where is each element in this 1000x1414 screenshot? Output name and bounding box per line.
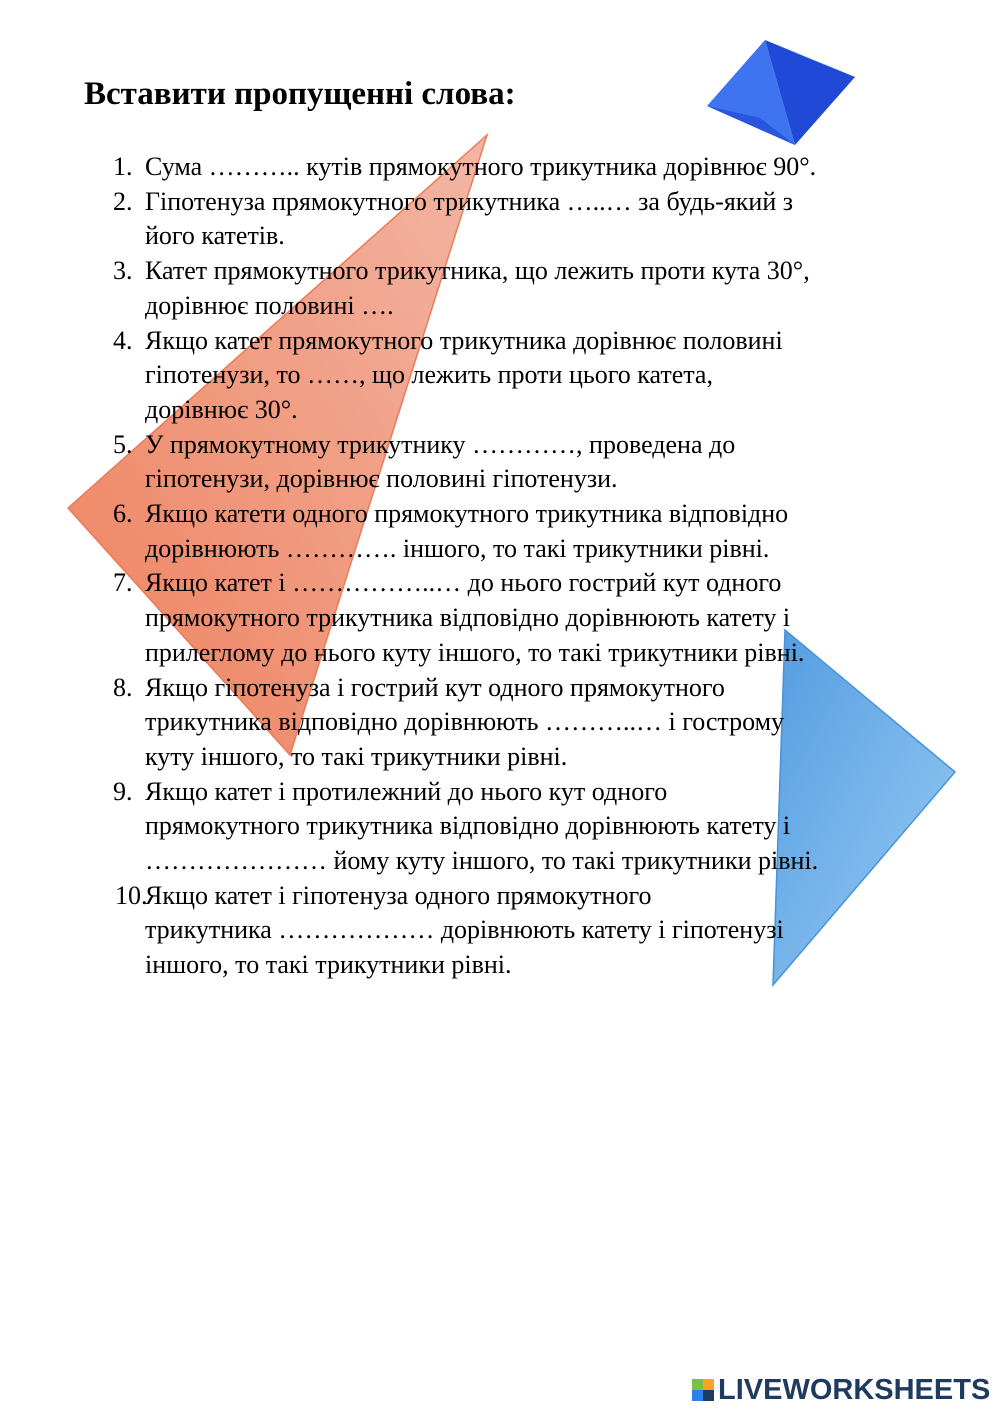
- task-list: [0, 150, 1000, 983]
- brand-text: LIVEWORKSHEETS: [718, 1373, 991, 1406]
- item-number: 10.: [115, 880, 148, 910]
- item-text: Катет прямокутного трикутника, що лежить проти кута 30°, дорівнює половині ….: [145, 256, 810, 320]
- logo-cell: [692, 1390, 703, 1401]
- task-item-1: [0, 150, 935, 185]
- task-item-2: [0, 185, 935, 254]
- item-text: Якщо катет і протилежний до нього кут одного прямокутного трикутника відповідно дорівнюють катету і ………………… йому куту іншого, то такі трикутники рівні.: [145, 776, 819, 876]
- item-number: 9.: [113, 776, 133, 806]
- task-item-10: [0, 879, 935, 983]
- item-number: 6.: [113, 499, 133, 529]
- brand-logo-icon: [692, 1379, 714, 1401]
- logo-cell: [703, 1379, 714, 1390]
- task-item-7: [0, 566, 935, 670]
- task-item-4: [0, 324, 935, 428]
- task-item-5: [0, 428, 935, 497]
- item-number: 4.: [113, 325, 133, 355]
- task-item-9: [0, 775, 935, 879]
- logo-cell: [703, 1390, 714, 1401]
- item-text: Якщо гіпотенуза і гострий кут одного прямокутного трикутника відповідно дорівнюють ………..… і гострому куту іншого, то такі трикутники рівні.: [145, 672, 785, 771]
- item-number: 8.: [113, 672, 133, 702]
- page-title: Вставити пропущенні слова:: [84, 76, 516, 112]
- liveworksheets-logo: [692, 1372, 990, 1408]
- item-number: 7.: [113, 568, 133, 598]
- item-text: Сума ……….. кутів прямокутного трикутника дорівнює 90°.: [145, 152, 817, 181]
- item-text: Якщо катет і ……………..… до нього гострий кут одного прямокутного трикутника відповідно дорівнюють катету і прилеглому до нього куту іншого, то такі трикутники рівні.: [145, 568, 805, 667]
- item-number: 1.: [113, 152, 133, 181]
- task-item-8: [0, 671, 935, 775]
- item-number: 5.: [113, 429, 133, 459]
- item-number: 3.: [113, 256, 133, 286]
- item-text: Якщо катет прямокутного трикутника дорівнює половині гіпотенузи, то ……, що лежить проти цього катета, дорівнює 30°.: [145, 325, 783, 424]
- task-item-3: [0, 254, 935, 323]
- item-text: Якщо катет і гіпотенуза одного прямокутного трикутника ……………… дорівнюють катету і гіпотенузі іншого, то такі трикутники рівні.: [145, 880, 784, 980]
- logo-cell: [692, 1379, 703, 1390]
- item-number: 2.: [113, 186, 133, 216]
- item-text: Якщо катети одного прямокутного трикутника відповідно дорівнюють …………. іншого, то такі трикутники рівні.: [145, 499, 789, 563]
- item-text: У прямокутному трикутнику …………, проведена до гіпотенузи, дорівнює половині гіпотенузи.: [145, 429, 736, 494]
- pyramid-shape: [707, 40, 855, 145]
- task-item-6: [0, 497, 935, 566]
- item-text: Гіпотенуза прямокутного трикутника …..… за будь-який з його катетів.: [145, 186, 794, 251]
